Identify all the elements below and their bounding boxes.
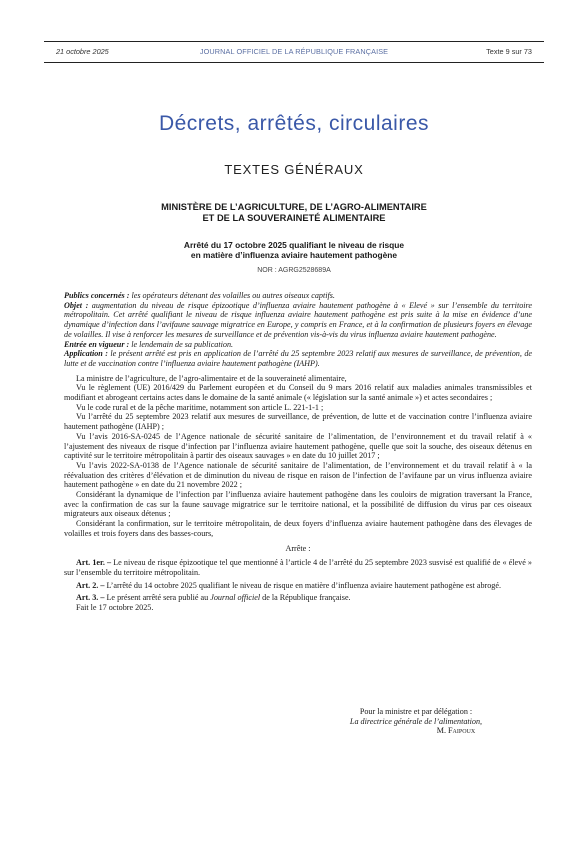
application-label: Application :: [64, 349, 108, 359]
fait-le: Fait le 17 octobre 2025.: [76, 603, 154, 613]
nor-reference: NOR : AGRG2528689A: [257, 267, 331, 274]
minister-line: La ministre de l’agriculture, de l’agro-alimentaire et de la souveraineté alimentaire,: [76, 373, 347, 383]
article-2-label: Art. 2. –: [76, 580, 105, 590]
visa-4: Vu l’avis 2016-SA-0245 de l’Agence nationale de sécurité sanitaire de l’alimentation, de l’environnement et du travail relatif à « l’ajustement des niveaux de risque d’infection par l’influenza aviaire hautement pathogène, quelle que soit la souche, des oiseaux détenus en captivité sur le territoire métropolitain à partir des oiseaux sauvages » en date du 10 juillet 2017 ;: [64, 431, 532, 461]
ministry-name: [0, 202, 588, 224]
article-2-text: L’arrêté du 14 octobre 2025 qualifiant le niveau de risque en matière d’influenza aviaire hautement pathogène est abrogé.: [104, 580, 501, 590]
article-2: [64, 581, 532, 591]
article-3-text-before: Le présent arrêté sera publié au: [104, 593, 211, 603]
signatory-name: M. Faipoux: [436, 726, 476, 736]
application-text: le présent arrêté est pris en application de l’arrêté du 25 septembre 2023 relatif aux mesures de surveillance, de prévention, de lutte et de vaccination contre l’influenza aviaire hautement pathogène (IAHP).: [64, 349, 532, 368]
arrete-title-line-1: Arrêté du 17 octobre 2025 qualifiant le niveau de risque: [183, 240, 405, 250]
visa-2: Vu le code rural et de la pêche maritime, notamment son article L. 221-1-1 ;: [76, 402, 324, 412]
publics-text: les opérateurs détenant des volailles ou autres oiseaux captifs.: [129, 291, 335, 300]
article-3: [64, 593, 532, 603]
section-title: TEXTES GÉNÉRAUX: [224, 162, 364, 177]
document-body: [64, 291, 532, 613]
header-journal-title: JOURNAL OFFICIEL DE LA RÉPUBLIQUE FRANÇAISE: [199, 47, 389, 56]
header-date: 21 octobre 2025: [56, 47, 109, 56]
arrete-title-line-2: en matière d’influenza aviaire hautement pathogène: [190, 250, 398, 260]
header-texte-number: Texte 9 sur 73: [486, 47, 532, 56]
entree-label: Entrée en vigueur :: [64, 339, 130, 349]
signature-line-1: Pour la ministre et par délégation :: [359, 707, 473, 716]
arrete-word: Arrête :: [285, 543, 311, 553]
publics-concernes: [64, 291, 532, 301]
visa-1: Vu le règlement (UE) 2016/429 du Parlement européen et du Conseil du 9 mars 2016 relatif aux maladies animales transmissibles et modifiant et abrogeant certains actes dans le domaine de la santé animale (« législation sur la santé animale ») et actes secondaires ;: [64, 383, 532, 403]
considerant-2: Considérant la confirmation, sur le territoire métropolitain, de deux foyers d’influenza aviaire hautement pathogène dans des élevages de volailles et trois foyers dans des basses-cours,: [64, 519, 532, 538]
arrete-title: [0, 240, 588, 260]
entree-en-vigueur: [64, 340, 532, 350]
visa-3: Vu l’arrêté du 25 septembre 2023 relatif aux mesures de surveillance, de prévention, de lutte et de vaccination contre l’influenza aviaire hautement pathogène (IAHP) ;: [64, 412, 532, 432]
objet-text: augmentation du niveau de risque épizootique d’influenza aviaire hautement pathogène à « Elevé » sur l’ensemble du territoire métropolitain. Cet arrêté qualifiant le niveau de risque influenza aviaire hautement pathogène est pris suite à la mise en évidence d’une dynamique d’infection dans l’avifaune sauvage migratrice en Europe, y compris en France, et à la confirmation de plusieurs foyers en élevage de volailles. Il vise à renforcer les mesures de surveillance et de prévention vis-à-vis du virus influenza aviaire hautement pathogène.: [64, 300, 532, 339]
considerant-1: Considérant la dynamique de l’infection par l’influenza aviaire hautement pathogène dans les couloirs de migration traversant la France, avec la confirmation de cas sur la faune sauvage migratrice sur le territoire national, et la possibilité de diffusion du virus par ces oiseaux migrateurs aux oiseaux détenus ;: [64, 490, 532, 519]
article-1: [64, 558, 532, 577]
article-1-text: Le niveau de risque épizootique tel que mentionné à l’article 4 de l’arrêté du 25 septembre 2023 susvisé est qualifié de « élevé » sur l’ensemble du territoire métropolitain.: [64, 558, 532, 577]
visa-5: Vu l’avis 2022-SA-0138 de l’Agence nationale de sécurité sanitaire de l’alimentation, de l’environnement et du travail relatif à « la réévaluation des critères d’élévation et de diminution du niveau de risque en raison de l’infection de l’avifaune par un virus influenza aviaire hautement pathogène » en date du 21 novembre 2022 ;: [64, 460, 532, 490]
page-title: Décrets, arrêtés, circulaires: [158, 112, 430, 135]
article-1-label: Art. 1er. –: [76, 558, 112, 568]
objet-label: Objet :: [64, 300, 89, 310]
header-rule: [44, 62, 544, 63]
article-3-label: Art. 3. –: [76, 593, 105, 603]
application: [64, 349, 532, 368]
entree-text: le lendemain de sa publication.: [129, 339, 234, 349]
ministry-line-2: ET DE LA SOUVERAINETÉ ALIMENTAIRE: [202, 213, 386, 223]
ministry-line-1: MINISTÈRE DE L’AGRICULTURE, DE L’AGRO-ALIMENTAIRE: [161, 202, 427, 212]
publics-label: Publics concernés :: [64, 291, 130, 300]
article-3-journal: Journal officiel: [210, 593, 261, 603]
article-3-text-after: de la République française.: [260, 593, 351, 603]
journal-header: [56, 47, 532, 59]
signature-block: [300, 707, 532, 736]
objet: [64, 301, 532, 340]
signature-line-2: La directrice générale de l’alimentation,: [349, 716, 483, 726]
top-rule: [44, 41, 544, 42]
